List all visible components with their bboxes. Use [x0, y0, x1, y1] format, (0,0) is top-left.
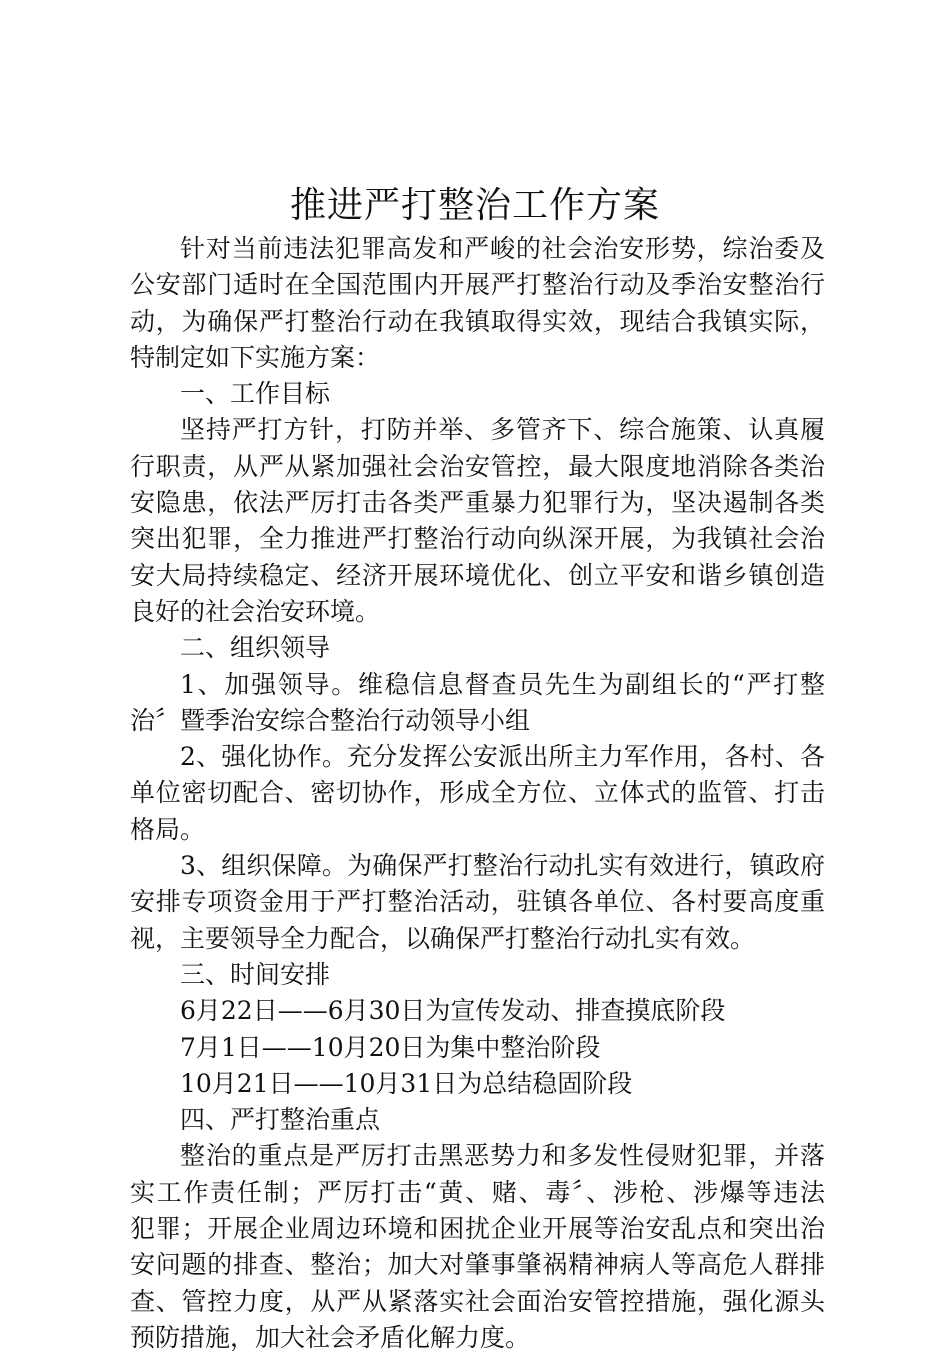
paragraph-line-indented: 1、加强领导。维稳信息督查员先生为副组长的“严打整 [180, 669, 825, 699]
paragraph-line: 良好的社会治安环境。 [130, 596, 381, 626]
paragraph-line: 犯罪；开展企业周边环境和困扰企业开展等治安乱点和突出治 [130, 1214, 825, 1244]
paragraph-line-indented: 一、工作目标 [180, 379, 331, 409]
paragraph-line-indented: 三、时间安排 [180, 959, 331, 989]
paragraph-line: 视，主要领导全力配合，以确保严打整治行动扎实有效。 [130, 923, 756, 953]
paragraph-line-indented: 二、组织领导 [180, 633, 331, 663]
paragraph-line: 行职责，从严从紧加强社会治安管控，最大限度地消除各类治 [130, 451, 825, 481]
paragraph-line: 安排专项资金用于严打整治活动，驻镇各单位、各村要高度重 [130, 887, 825, 917]
paragraph-line: 单位密切配合、密切协作，形成全方位、立体式的监管、打击 [130, 778, 825, 808]
paragraph-line: 特制定如下实施方案： [130, 342, 381, 372]
paragraph-line-indented: 7月1日——10月20日为集中整治阶段 [180, 1032, 601, 1062]
paragraph-line-indented: 10月21日——10月31日为总结稳固阶段 [180, 1068, 633, 1098]
paragraph-line: 公安部门适时在全国范围内开展严打整治行动及季治安整治行 [130, 270, 825, 300]
paragraph-line: 动，为确保严打整治行动在我镇取得实效，现结合我镇实际， [130, 306, 825, 336]
paragraph-line: 实工作责任制；严厉打击“黄、赌、毒〞、涉枪、涉爆等违法 [130, 1177, 825, 1207]
paragraph-line: 安隐患，依法严厉打击各类严重暴力犯罪行为，坚决遏制各类 [130, 488, 825, 518]
paragraph-line-indented: 6月22日——6月30日为宣传发动、排查摸底阶段 [180, 996, 726, 1026]
paragraph-line: 预防措施，加大社会矛盾化解力度。 [130, 1322, 531, 1352]
paragraph-line: 格局。 [130, 814, 206, 844]
paragraph-line-indented: 坚持严打方针，打防并举、多管齐下、综合施策、认真履 [180, 415, 825, 445]
paragraph-line-indented: 针对当前违法犯罪高发和严峻的社会治安形势，综治委及 [180, 234, 825, 263]
paragraph-line-indented: 四、严打整治重点 [180, 1105, 381, 1135]
paragraph-line: 突出犯罪，全力推进严打整治行动向纵深开展，为我镇社会治 [130, 524, 825, 554]
paragraph-line-indented: 整治的重点是严厉打击黑恶势力和多发性侵财犯罪，并落 [180, 1141, 825, 1171]
document-body [130, 231, 825, 1356]
paragraph-line-indented: 3、组织保障。为确保严打整治行动扎实有效进行，镇政府 [180, 851, 825, 881]
paragraph-line: 治〞暨季治安综合整治行动领导小组 [130, 705, 531, 735]
paragraph-line-indented: 2、强化协作。充分发挥公安派出所主力军作用，各村、各 [180, 742, 825, 772]
paragraph-line: 查、管控力度，从严从紧落实社会面治安管控措施，强化源头 [130, 1286, 825, 1316]
paragraph-line: 安大局持续稳定、经济开展环境优化、创立平安和谐乡镇创造 [130, 560, 825, 590]
page-title: 推进严打整治工作方案 [289, 185, 660, 226]
paragraph-line: 安问题的排查、整治；加大对肇事肇祸精神病人等高危人群排 [130, 1250, 825, 1280]
